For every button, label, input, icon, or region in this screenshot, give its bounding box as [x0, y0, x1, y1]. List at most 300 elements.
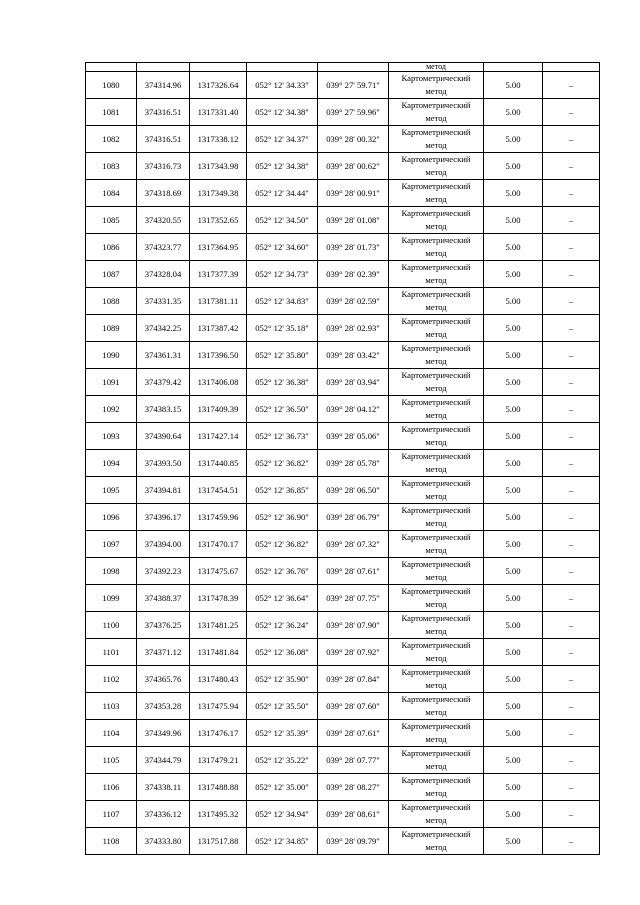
- method-line-1: Картометрический: [401, 343, 471, 353]
- method-line-2: метод: [425, 167, 447, 177]
- longitude-cell: 039° 28' 00.62": [318, 153, 389, 180]
- method-cell: [389, 207, 484, 234]
- accuracy-cell: 5.00: [484, 261, 543, 288]
- coord-y-cell: 1317475.94: [190, 693, 247, 720]
- method-line-2: метод: [425, 194, 447, 204]
- longitude-cell: 039° 27' 59.71": [318, 72, 389, 99]
- longitude-cell: 039° 28' 03.42": [318, 342, 389, 369]
- point-number-cell: 1095: [86, 477, 137, 504]
- table-row: [86, 126, 600, 153]
- point-number-cell: 1103: [86, 693, 137, 720]
- point-number-cell: 1082: [86, 126, 137, 153]
- method-line-1: Картометрический: [401, 316, 471, 326]
- longitude-cell: 039° 28' 02.59": [318, 288, 389, 315]
- point-number-cell: 1089: [86, 315, 137, 342]
- coord-x-cell: 374349.96: [137, 720, 190, 747]
- method-cell: [389, 315, 484, 342]
- method-cell: [389, 558, 484, 585]
- description-cell: –: [543, 369, 600, 396]
- description-cell: –: [543, 207, 600, 234]
- table-row: [86, 369, 600, 396]
- point-number-cell: 1093: [86, 423, 137, 450]
- coord-x-cell: 374376.25: [137, 612, 190, 639]
- method-line-2: метод: [425, 842, 447, 852]
- method-line-2: метод: [425, 248, 447, 258]
- longitude-cell: 039° 28' 07.32": [318, 531, 389, 558]
- coordinates-table: [85, 62, 600, 855]
- coord-y-cell: 1317352.65: [190, 207, 247, 234]
- method-line-1: Картометрический: [401, 586, 471, 596]
- point-number-cell: 1083: [86, 153, 137, 180]
- latitude-cell: 052° 12' 34.37": [247, 126, 318, 153]
- method-cell: [389, 720, 484, 747]
- longitude-cell: 039° 28' 07.92": [318, 639, 389, 666]
- accuracy-cell: 5.00: [484, 612, 543, 639]
- point-number-cell: 1104: [86, 720, 137, 747]
- longitude-cell: 039° 28' 00.32": [318, 126, 389, 153]
- description-cell: –: [543, 315, 600, 342]
- accuracy-cell: 5.00: [484, 153, 543, 180]
- table-row: [86, 612, 600, 639]
- method-cell: [389, 504, 484, 531]
- coord-x-cell: 374392.23: [137, 558, 190, 585]
- method-line-1: Картометрический: [401, 262, 471, 272]
- latitude-cell: 052° 12' 36.85": [247, 477, 318, 504]
- coord-x-cell: 374338.11: [137, 774, 190, 801]
- method-line-1: Картометрический: [401, 505, 471, 515]
- coord-y-cell: 1317387.42: [190, 315, 247, 342]
- coord-x-cell: 374353.28: [137, 693, 190, 720]
- longitude-cell: 039° 28' 03.94": [318, 369, 389, 396]
- method-line-2: метод: [425, 707, 447, 717]
- accuracy-cell: 5.00: [484, 342, 543, 369]
- coord-y-cell: 1317476.17: [190, 720, 247, 747]
- accuracy-cell: 5.00: [484, 207, 543, 234]
- point-number-cell: 1088: [86, 288, 137, 315]
- latitude-cell: 052° 12' 36.50": [247, 396, 318, 423]
- method-line-1: Картометрический: [401, 478, 471, 488]
- description-cell: –: [543, 99, 600, 126]
- method-cell: [389, 72, 484, 99]
- description-cell: –: [543, 828, 600, 855]
- latitude-cell: 052° 12' 36.08": [247, 639, 318, 666]
- latitude-cell: 052° 12' 34.50": [247, 207, 318, 234]
- accuracy-cell: 5.00: [484, 504, 543, 531]
- accuracy-cell: 5.00: [484, 315, 543, 342]
- description-cell: –: [543, 504, 600, 531]
- accuracy-cell: 5.00: [484, 477, 543, 504]
- accuracy-cell: 5.00: [484, 801, 543, 828]
- description-cell: –: [543, 747, 600, 774]
- method-cell: [389, 342, 484, 369]
- method-line-1: Картометрический: [401, 640, 471, 650]
- latitude-cell: 052° 12' 34.94": [247, 801, 318, 828]
- coord-y-cell: 1317381.11: [190, 288, 247, 315]
- description-cell: –: [543, 261, 600, 288]
- point-number-cell: 1106: [86, 774, 137, 801]
- table-row: [86, 693, 600, 720]
- table-row: [86, 477, 600, 504]
- method-line-2: метод: [425, 788, 447, 798]
- accuracy-cell: 5.00: [484, 396, 543, 423]
- method-cell: [389, 423, 484, 450]
- longitude-cell: 039° 28' 05.06": [318, 423, 389, 450]
- table-row: [86, 72, 600, 99]
- table-row: [86, 774, 600, 801]
- coord-x-cell: 374320.55: [137, 207, 190, 234]
- method-line-2: метод: [425, 815, 447, 825]
- accuracy-cell: 5.00: [484, 99, 543, 126]
- latitude-cell: 052° 12' 34.44": [247, 180, 318, 207]
- method-line-1: Картометрический: [401, 721, 471, 731]
- description-cell: –: [543, 72, 600, 99]
- accuracy-cell: 5.00: [484, 693, 543, 720]
- method-cell: [389, 477, 484, 504]
- method-line-2: метод: [425, 383, 447, 393]
- latitude-cell: 052° 12' 36.64": [247, 585, 318, 612]
- longitude-cell: 039° 28' 05.78": [318, 450, 389, 477]
- longitude-cell: 039° 28' 02.93": [318, 315, 389, 342]
- latitude-cell: 052° 12' 36.24": [247, 612, 318, 639]
- table-row: [86, 342, 600, 369]
- method-cell: [389, 666, 484, 693]
- description-cell: –: [543, 666, 600, 693]
- latitude-cell: 052° 12' 36.82": [247, 531, 318, 558]
- accuracy-cell: 5.00: [484, 423, 543, 450]
- method-line-2: метод: [425, 518, 447, 528]
- point-number-cell: 1099: [86, 585, 137, 612]
- method-line-1: Картометрический: [401, 208, 471, 218]
- coord-x-cell: 374371.12: [137, 639, 190, 666]
- description-cell: –: [543, 450, 600, 477]
- method-cell: [389, 531, 484, 558]
- coord-y-cell: 1317459.96: [190, 504, 247, 531]
- method-cell: [389, 126, 484, 153]
- method-cell: [389, 612, 484, 639]
- coord-x-cell: 374394.00: [137, 531, 190, 558]
- coord-x-cell: 374316.73: [137, 153, 190, 180]
- table-row: [86, 99, 600, 126]
- latitude-cell: 052° 12' 34.60": [247, 234, 318, 261]
- point-number-cell: 1091: [86, 369, 137, 396]
- method-line-1: Картометрический: [401, 397, 471, 407]
- table-row: [86, 720, 600, 747]
- point-number-cell: 1108: [86, 828, 137, 855]
- coord-y-cell: 1317481.25: [190, 612, 247, 639]
- method-cell: [389, 747, 484, 774]
- table-row: [86, 639, 600, 666]
- description-cell: –: [543, 612, 600, 639]
- description-cell: –: [543, 234, 600, 261]
- method-cell: метод: [389, 63, 484, 72]
- method-cell: [389, 828, 484, 855]
- latitude-cell: 052° 12' 34.38": [247, 153, 318, 180]
- method-line-1: Картометрический: [401, 748, 471, 758]
- point-number-cell: 1098: [86, 558, 137, 585]
- table-row: [86, 801, 600, 828]
- latitude-cell: 052° 12' 36.82": [247, 450, 318, 477]
- table-row: [86, 423, 600, 450]
- method-line-2: метод: [425, 437, 447, 447]
- description-cell: –: [543, 720, 600, 747]
- coord-x-cell: 374393.50: [137, 450, 190, 477]
- longitude-cell: 039° 28' 07.84": [318, 666, 389, 693]
- coord-x-cell: 374388.37: [137, 585, 190, 612]
- latitude-cell: 052° 12' 34.85": [247, 828, 318, 855]
- accuracy-cell: 5.00: [484, 774, 543, 801]
- method-cell: [389, 234, 484, 261]
- accuracy-cell: 5.00: [484, 234, 543, 261]
- longitude-cell: 039° 28' 06.79": [318, 504, 389, 531]
- description-cell: –: [543, 288, 600, 315]
- longitude-cell: 039° 28' 07.61": [318, 558, 389, 585]
- method-line-2: метод: [425, 275, 447, 285]
- coord-x-cell: 374361.31: [137, 342, 190, 369]
- description-cell: –: [543, 531, 600, 558]
- method-cell: [389, 180, 484, 207]
- point-number-cell: 1105: [86, 747, 137, 774]
- table-row: [86, 288, 600, 315]
- accuracy-cell: 5.00: [484, 720, 543, 747]
- method-cell: [389, 396, 484, 423]
- longitude-cell: 039° 28' 07.61": [318, 720, 389, 747]
- coord-y-cell: 1317338.12: [190, 126, 247, 153]
- coord-x-cell: 374316.51: [137, 99, 190, 126]
- coord-y-cell: 1317409.39: [190, 396, 247, 423]
- method-cell: [389, 585, 484, 612]
- method-line-2: метод: [425, 653, 447, 663]
- latitude-cell: 052° 12' 34.38": [247, 99, 318, 126]
- method-line-2: метод: [425, 545, 447, 555]
- table-row: [86, 153, 600, 180]
- longitude-cell: 039° 28' 09.79": [318, 828, 389, 855]
- accuracy-cell: 5.00: [484, 369, 543, 396]
- accuracy-cell: 5.00: [484, 288, 543, 315]
- longitude-cell: 039° 28' 08.27": [318, 774, 389, 801]
- coord-x-cell: 374318.69: [137, 180, 190, 207]
- coord-y-cell: 1317479.21: [190, 747, 247, 774]
- accuracy-cell: 5.00: [484, 450, 543, 477]
- coord-y-cell: 1317364.95: [190, 234, 247, 261]
- method-line-1: Картометрический: [401, 100, 471, 110]
- table-row: [86, 585, 600, 612]
- method-line-1: Картометрический: [401, 532, 471, 542]
- accuracy-cell: 5.00: [484, 180, 543, 207]
- accuracy-cell: 5.00: [484, 639, 543, 666]
- coord-x-cell: 374344.79: [137, 747, 190, 774]
- coord-y-cell: 1317481.84: [190, 639, 247, 666]
- accuracy-cell: 5.00: [484, 72, 543, 99]
- method-line-1: Картометрический: [401, 235, 471, 245]
- continued-row: [86, 63, 600, 72]
- longitude-cell: 039° 28' 01.08": [318, 207, 389, 234]
- coord-x-cell: 374396.17: [137, 504, 190, 531]
- coord-y-cell: 1317475.67: [190, 558, 247, 585]
- coord-y-cell: 1317488.88: [190, 774, 247, 801]
- coord-x-cell: 374331.35: [137, 288, 190, 315]
- accuracy-cell: 5.00: [484, 558, 543, 585]
- description-cell: –: [543, 639, 600, 666]
- method-line-2: метод: [425, 410, 447, 420]
- coord-y-cell: 1317406.08: [190, 369, 247, 396]
- description-cell: –: [543, 180, 600, 207]
- latitude-cell: 052° 12' 36.38": [247, 369, 318, 396]
- longitude-cell: 039° 28' 04.12": [318, 396, 389, 423]
- coord-y-cell: 1317440.85: [190, 450, 247, 477]
- method-line-1: Картометрический: [401, 667, 471, 677]
- table-row: [86, 747, 600, 774]
- method-line-2: метод: [425, 680, 447, 690]
- coord-x-cell: 374365.76: [137, 666, 190, 693]
- table-row: [86, 396, 600, 423]
- point-number-cell: 1097: [86, 531, 137, 558]
- method-line-2: метод: [425, 221, 447, 231]
- latitude-cell: 052° 12' 34.33": [247, 72, 318, 99]
- table-row: [86, 315, 600, 342]
- method-line-1: Картометрический: [401, 613, 471, 623]
- coord-x-cell: 374314.96: [137, 72, 190, 99]
- coord-y-cell: 1317470.17: [190, 531, 247, 558]
- longitude-cell: 039° 28' 01.73": [318, 234, 389, 261]
- longitude-cell: 039° 28' 07.77": [318, 747, 389, 774]
- method-line-2: метод: [425, 491, 447, 501]
- latitude-cell: 052° 12' 35.50": [247, 693, 318, 720]
- method-line-1: Картометрический: [401, 775, 471, 785]
- accuracy-cell: 5.00: [484, 666, 543, 693]
- description-cell: –: [543, 396, 600, 423]
- method-cell: [389, 99, 484, 126]
- latitude-cell: 052° 12' 36.90": [247, 504, 318, 531]
- method-line-2: метод: [425, 302, 447, 312]
- method-line-2: метод: [425, 86, 447, 96]
- method-line-1: Картометрический: [401, 289, 471, 299]
- method-line-2: метод: [425, 113, 447, 123]
- point-number-cell: 1101: [86, 639, 137, 666]
- accuracy-cell: 5.00: [484, 126, 543, 153]
- table-row: [86, 828, 600, 855]
- coord-y-cell: 1317343.98: [190, 153, 247, 180]
- method-line-2: метод: [425, 356, 447, 366]
- method-cell: [389, 261, 484, 288]
- point-number-cell: 1094: [86, 450, 137, 477]
- coord-y-cell: 1317349.38: [190, 180, 247, 207]
- description-cell: –: [543, 558, 600, 585]
- method-cell: [389, 693, 484, 720]
- point-number-cell: 1086: [86, 234, 137, 261]
- method-cell: [389, 774, 484, 801]
- method-line-2: метод: [425, 761, 447, 771]
- method-line-1: Картометрический: [401, 127, 471, 137]
- method-line-2: метод: [425, 464, 447, 474]
- latitude-cell: 052° 12' 34.83": [247, 288, 318, 315]
- latitude-cell: 052° 12' 34.73": [247, 261, 318, 288]
- longitude-cell: 039° 28' 08.61": [318, 801, 389, 828]
- longitude-cell: 039° 28' 07.75": [318, 585, 389, 612]
- description-cell: –: [543, 801, 600, 828]
- description-cell: –: [543, 126, 600, 153]
- point-number-cell: 1096: [86, 504, 137, 531]
- accuracy-cell: 5.00: [484, 747, 543, 774]
- point-number-cell: 1100: [86, 612, 137, 639]
- coord-y-cell: 1317331.40: [190, 99, 247, 126]
- coord-x-cell: 374328.04: [137, 261, 190, 288]
- coord-x-cell: 374323.77: [137, 234, 190, 261]
- longitude-cell: 039° 28' 07.60": [318, 693, 389, 720]
- method-cell: [389, 153, 484, 180]
- accuracy-cell: 5.00: [484, 585, 543, 612]
- longitude-cell: 039° 28' 02.39": [318, 261, 389, 288]
- table-row: [86, 180, 600, 207]
- point-number-cell: 1092: [86, 396, 137, 423]
- table-row: [86, 261, 600, 288]
- method-line-1: Картометрический: [401, 370, 471, 380]
- table-row: [86, 666, 600, 693]
- table-row: [86, 504, 600, 531]
- latitude-cell: 052° 12' 35.00": [247, 774, 318, 801]
- method-line-1: Картометрический: [401, 802, 471, 812]
- point-number-cell: 1085: [86, 207, 137, 234]
- method-line-1: Картометрический: [401, 73, 471, 83]
- coord-y-cell: 1317427.14: [190, 423, 247, 450]
- table-row: [86, 450, 600, 477]
- latitude-cell: 052° 12' 35.90": [247, 666, 318, 693]
- method-cell: [389, 801, 484, 828]
- description-cell: –: [543, 477, 600, 504]
- coord-y-cell: 1317478.39: [190, 585, 247, 612]
- accuracy-cell: 5.00: [484, 828, 543, 855]
- method-line-1: Картометрический: [401, 829, 471, 839]
- latitude-cell: 052° 12' 36.73": [247, 423, 318, 450]
- method-line-1: Картометрический: [401, 559, 471, 569]
- longitude-cell: 039° 28' 00.91": [318, 180, 389, 207]
- point-number-cell: 1084: [86, 180, 137, 207]
- point-number-cell: 1102: [86, 666, 137, 693]
- method-line-2: метод: [425, 329, 447, 339]
- method-cell: [389, 639, 484, 666]
- longitude-cell: 039° 27' 59.96": [318, 99, 389, 126]
- method-line-2: метод: [425, 599, 447, 609]
- description-cell: –: [543, 423, 600, 450]
- coord-x-cell: 374336.12: [137, 801, 190, 828]
- coord-x-cell: 374390.64: [137, 423, 190, 450]
- method-line-2: метод: [425, 572, 447, 582]
- method-line-2: метод: [425, 140, 447, 150]
- coord-x-cell: 374394.81: [137, 477, 190, 504]
- method-line-1: Картометрический: [401, 424, 471, 434]
- point-number-cell: 1107: [86, 801, 137, 828]
- table-row: [86, 531, 600, 558]
- latitude-cell: 052° 12' 35.22": [247, 747, 318, 774]
- coord-x-cell: 374342.25: [137, 315, 190, 342]
- description-cell: –: [543, 693, 600, 720]
- longitude-cell: 039° 28' 07.90": [318, 612, 389, 639]
- description-cell: –: [543, 585, 600, 612]
- coord-y-cell: 1317517.88: [190, 828, 247, 855]
- point-number-cell: 1080: [86, 72, 137, 99]
- point-number-cell: 1081: [86, 99, 137, 126]
- method-line-1: Картометрический: [401, 451, 471, 461]
- table-row: [86, 234, 600, 261]
- point-number-cell: 1087: [86, 261, 137, 288]
- method-line-1: Картометрический: [401, 694, 471, 704]
- coord-y-cell: 1317480.43: [190, 666, 247, 693]
- description-cell: –: [543, 342, 600, 369]
- method-cell: [389, 369, 484, 396]
- method-cell: [389, 288, 484, 315]
- longitude-cell: 039° 28' 06.50": [318, 477, 389, 504]
- coord-x-cell: 374383.15: [137, 396, 190, 423]
- coord-x-cell: 374379.42: [137, 369, 190, 396]
